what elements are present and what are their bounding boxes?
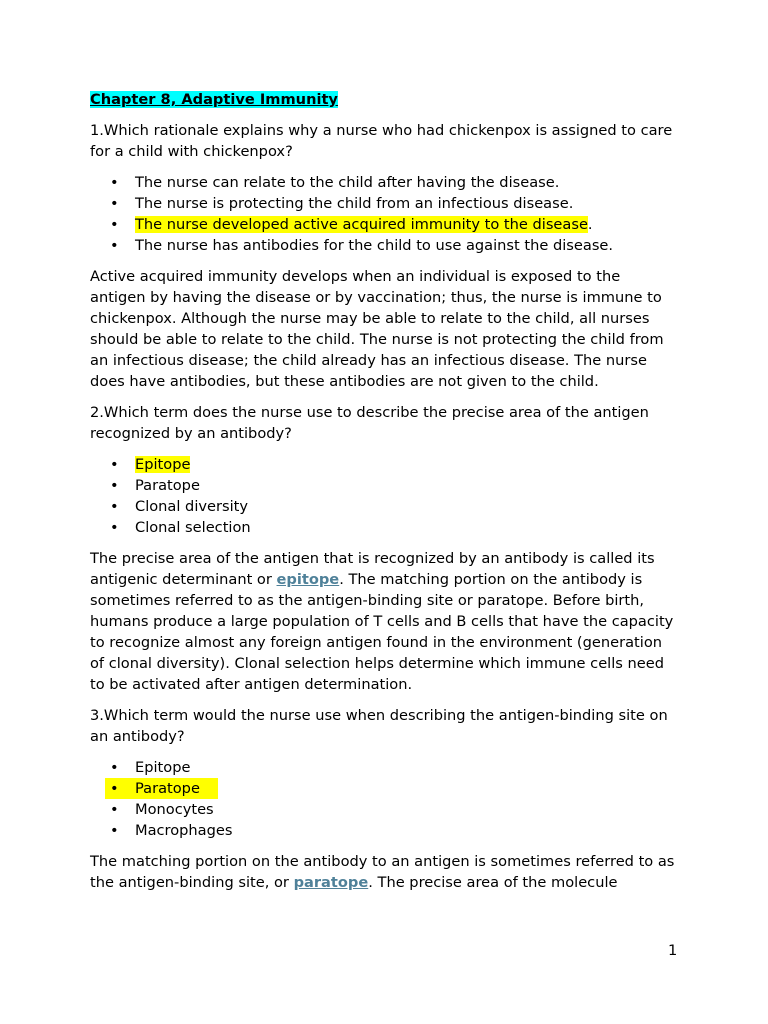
list-item <box>90 193 680 214</box>
list-item <box>90 172 680 193</box>
option-text: Clonal selection <box>135 519 251 536</box>
question-1-options <box>90 172 680 256</box>
question-3-options <box>90 757 680 841</box>
list-item-correct <box>90 214 680 235</box>
page-number: 1 <box>668 942 678 959</box>
option-text: Epitope <box>135 759 191 776</box>
document-page <box>90 89 680 903</box>
chapter-title <box>90 89 680 110</box>
bullet-icon: • <box>110 216 119 233</box>
bullet-icon: • <box>110 519 119 536</box>
option-text: The nurse can relate to the child after having the disease. <box>135 174 560 191</box>
list-item <box>90 475 680 496</box>
rationale-text: . The precise area of the molecule <box>368 874 618 891</box>
bullet-icon: • <box>110 174 119 191</box>
list-item <box>90 235 680 256</box>
bullet-icon: • <box>110 477 119 494</box>
option-text: Clonal diversity <box>135 498 249 515</box>
option-text: The nurse has antibodies for the child to use against the disease. <box>135 237 614 254</box>
rationale-text: The precise area of the antigen that is recognized by an antibody is called its antigenic determinant or <box>90 550 655 588</box>
rationale-text: The matching portion on the antibody to an antigen is sometimes referred to as the antigen-binding site, or <box>90 853 675 891</box>
option-text: The nurse is protecting the child from an infectious disease. <box>135 195 574 212</box>
question-2-options <box>90 454 680 538</box>
list-item <box>90 496 680 517</box>
bullet-icon: • <box>110 780 119 797</box>
question-3-text: 3.Which term would the nurse use when describing the antigen-binding site on an antibody? <box>90 707 668 745</box>
bullet-icon: • <box>110 456 119 473</box>
list-item-correct <box>90 778 680 799</box>
question-1-text: 1.Which rationale explains why a nurse who had chickenpox is assigned to care for a child with chickenpox? <box>90 122 673 160</box>
bullet-icon: • <box>110 498 119 515</box>
bullet-icon: • <box>110 759 119 776</box>
rationale-text: . The matching portion on the antibody is sometimes referred to as the antigen-binding site or paratope. Before birth, humans produce a large population of T cells and B cells that have the capacity to recognize almost any foreign antigen found in the environment (generation of clonal diversity). Clonal selection helps determine which immune cells need to be activated after antigen determination. <box>90 571 674 693</box>
question-1-rationale: Active acquired immunity develops when an individual is exposed to the antigen by having the disease or by vaccination; thus, the nurse is immune to chickenpox. Although the nurse may be able to relate to the child, all nurses should be able to relate to the child. The nurse is not protecting the child from an infectious disease; the child already has an infectious disease. The nurse does have antibodies, but these antibodies are not given to the child. <box>90 268 664 390</box>
question-2-rationale <box>90 548 680 695</box>
list-item <box>90 799 680 820</box>
correct-option-text: Epitope <box>135 456 191 473</box>
bullet-icon: • <box>110 237 119 254</box>
option-suffix: . <box>587 216 593 233</box>
bullet-icon: • <box>110 822 119 839</box>
correct-option-text: Paratope <box>135 780 200 797</box>
bullet-icon: • <box>110 195 119 212</box>
correct-option-text: The nurse developed active acquired immunity to the disease <box>135 216 588 233</box>
option-text: Monocytes <box>135 801 214 818</box>
list-item <box>90 517 680 538</box>
list-item <box>90 820 680 841</box>
question-3-rationale <box>90 851 680 893</box>
option-text: Paratope <box>135 477 200 494</box>
epitope-link[interactable]: epitope <box>276 571 340 588</box>
question-2-text: 2.Which term does the nurse use to describe the precise area of the antigen recognized by an antibody? <box>90 404 649 442</box>
list-item-correct <box>90 454 680 475</box>
list-item <box>90 757 680 778</box>
chapter-title-text: Chapter 8, Adaptive Immunity <box>90 91 338 108</box>
option-text: Macrophages <box>135 822 233 839</box>
paratope-link[interactable]: paratope <box>293 874 369 891</box>
bullet-icon: • <box>110 801 119 818</box>
